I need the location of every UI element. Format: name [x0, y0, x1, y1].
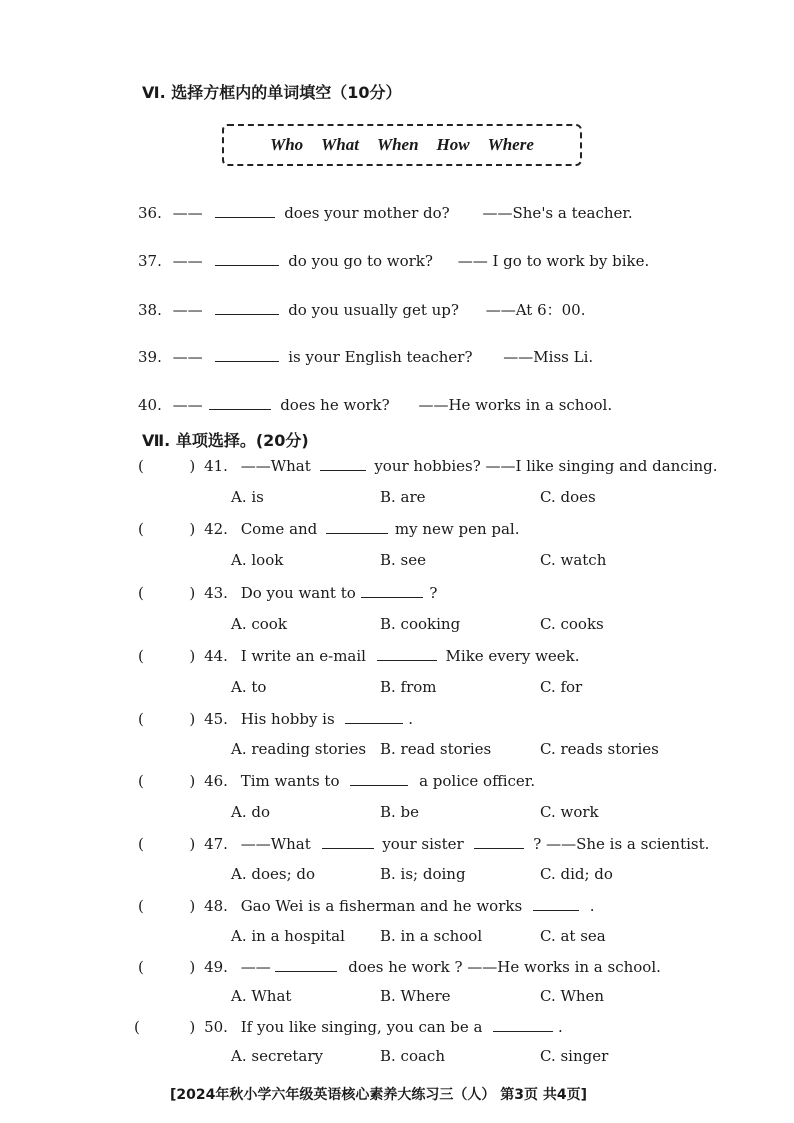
answer-blank[interactable]	[326, 519, 388, 534]
answer-text: ——He works in a school.	[418, 396, 613, 414]
answer-paren-open: (	[138, 772, 144, 790]
answer-paren-close: )	[189, 1018, 196, 1036]
question-text: ?	[429, 584, 438, 602]
question-text: Tim wants to	[240, 772, 340, 790]
question-text: If you like singing, you can be a	[240, 1018, 483, 1036]
question-text: a police officer.	[419, 772, 536, 790]
answer-blank[interactable]	[377, 646, 437, 661]
dash: ——	[172, 348, 203, 366]
answer-paren-close: )	[189, 835, 196, 853]
option-b: B. read stories	[380, 740, 492, 758]
mc-question-43	[138, 583, 437, 602]
word-box-word: Where	[487, 135, 534, 154]
option-b: B. Where	[380, 987, 451, 1005]
answer-blank[interactable]	[215, 300, 279, 315]
mc-question-46	[138, 771, 535, 790]
mc-question-45	[138, 709, 413, 728]
dash: ——	[172, 204, 203, 222]
option-c: C. cooks	[540, 615, 604, 633]
question-text: your sister	[382, 835, 464, 853]
fill-question-40	[138, 395, 612, 414]
option-b: B. cooking	[380, 615, 461, 633]
question-text: His hobby is	[240, 710, 335, 728]
answer-paren-close: )	[189, 772, 196, 790]
section6-title: Ⅵ. 选择方框内的单词填空（10分）	[142, 83, 402, 102]
question-text: I write an e-mail	[240, 647, 366, 665]
question-number: 43.	[204, 584, 228, 602]
option-c: C. for	[540, 678, 583, 696]
answer-paren-close: )	[189, 647, 196, 665]
question-text: ——	[240, 958, 271, 976]
answer-text: ——Miss Li.	[503, 348, 594, 366]
answer-blank[interactable]	[361, 583, 423, 598]
answer-paren-close: )	[189, 710, 196, 728]
answer-paren-open: (	[138, 457, 144, 475]
answer-paren-close: )	[189, 584, 196, 602]
option-c: C. does	[540, 488, 596, 506]
option-c: C. When	[540, 987, 605, 1005]
word-box	[222, 124, 582, 166]
question-number: 40.	[138, 396, 162, 414]
answer-blank[interactable]	[474, 834, 524, 849]
fill-question-39	[138, 347, 593, 366]
section7-title: Ⅶ. 单项选择。(20分)	[142, 431, 309, 450]
question-number: 41.	[204, 457, 228, 475]
answer-paren-open: (	[138, 584, 144, 602]
option-c: C. did; do	[540, 865, 613, 883]
question-text: my new pen pal.	[394, 520, 520, 538]
option-c: C. at sea	[540, 927, 606, 945]
option-b: B. from	[380, 678, 437, 696]
option-a: A. look	[231, 551, 284, 569]
option-a: A. in a hospital	[231, 927, 345, 945]
answer-paren-open: (	[134, 1018, 140, 1036]
dash: ——	[172, 252, 203, 270]
fill-question-38	[138, 299, 585, 320]
answer-paren-close: )	[189, 897, 196, 915]
answer-blank[interactable]	[345, 709, 403, 724]
answer-paren-close: )	[189, 958, 196, 976]
question-number: 44.	[204, 647, 228, 665]
option-a: A. does; do	[231, 865, 316, 883]
option-c: C. work	[540, 803, 599, 821]
answer-blank[interactable]	[215, 251, 279, 266]
mc-question-47	[138, 834, 709, 853]
answer-paren-close: )	[189, 457, 196, 475]
mc-question-48	[138, 896, 595, 915]
option-b: B. in a school	[380, 927, 483, 945]
word-box-word: Who	[270, 135, 304, 154]
option-a: A. What	[231, 987, 292, 1005]
mc-question-42	[138, 519, 520, 538]
question-text: Gao Wei is a fisherman and he works	[240, 897, 523, 915]
option-b: B. be	[380, 803, 420, 821]
answer-blank[interactable]	[215, 203, 275, 218]
question-text: do you go to work?	[288, 252, 433, 270]
answer-text: —— I go to work by bike.	[457, 252, 650, 270]
question-number: 42.	[204, 520, 228, 538]
answer-blank[interactable]	[533, 896, 579, 911]
answer-paren-open: (	[138, 647, 144, 665]
answer-blank[interactable]	[215, 347, 279, 362]
question-text: is your English teacher?	[288, 348, 473, 366]
mc-question-44	[138, 646, 580, 665]
question-text: .	[558, 1018, 563, 1036]
answer-text: ——She's a teacher.	[482, 204, 633, 222]
question-text: does he work?	[280, 396, 390, 414]
question-text: ——What	[240, 457, 311, 475]
question-number: 39.	[138, 348, 162, 366]
mc-question-49	[138, 957, 661, 976]
question-text: ——What	[240, 835, 311, 853]
question-number: 36.	[138, 204, 162, 222]
option-c: C. watch	[540, 551, 607, 569]
option-a: A. do	[231, 803, 271, 821]
option-c: C. reads stories	[540, 740, 659, 758]
answer-blank[interactable]	[322, 834, 374, 849]
dash: ——	[172, 396, 203, 414]
answer-blank[interactable]	[350, 771, 408, 786]
question-number: 46.	[204, 772, 228, 790]
option-a: A. is	[231, 488, 264, 506]
question-number: 38.	[138, 301, 162, 319]
dash: ——	[172, 301, 203, 319]
mc-question-41	[138, 456, 718, 475]
question-text: Come and	[240, 520, 318, 538]
option-b: B. see	[380, 551, 427, 569]
fill-question-36	[138, 203, 633, 222]
word-box-word: How	[436, 135, 470, 154]
question-text: does he work ? ——He works in a school.	[348, 958, 661, 976]
question-text: do you usually get up?	[288, 301, 459, 319]
question-number: 50.	[204, 1018, 228, 1036]
question-text: Do you want to	[240, 584, 356, 602]
answer-paren-open: (	[138, 835, 144, 853]
question-number: 37.	[138, 252, 162, 270]
mc-question-50	[134, 1017, 563, 1036]
question-text: does your mother do?	[284, 204, 450, 222]
option-a: A. to	[231, 678, 267, 696]
answer-paren-open: (	[138, 710, 144, 728]
question-number: 45.	[204, 710, 228, 728]
option-a: A. secretary	[231, 1047, 324, 1065]
word-box-word: What	[321, 135, 359, 154]
option-b: B. are	[380, 488, 426, 506]
answer-blank[interactable]	[209, 395, 271, 410]
option-a: A. cook	[231, 615, 287, 633]
answer-blank[interactable]	[275, 957, 337, 972]
question-number: 49.	[204, 958, 228, 976]
question-number: 47.	[204, 835, 228, 853]
option-a: A. reading stories	[231, 740, 367, 758]
answer-paren-close: )	[189, 520, 196, 538]
question-text: Mike every week.	[445, 647, 580, 665]
fill-question-37	[138, 251, 649, 270]
question-text: your hobbies? ——I like singing and dancing.	[374, 457, 718, 475]
page-footer: [2024年秋小学六年级英语核心素养大练习三（人） 第3页 共4页]	[170, 1087, 587, 1103]
question-number: 48.	[204, 897, 228, 915]
answer-paren-open: (	[138, 897, 144, 915]
answer-blank[interactable]	[320, 456, 366, 471]
option-c: C. singer	[540, 1047, 609, 1065]
word-box-word: When	[376, 135, 419, 154]
answer-blank[interactable]	[493, 1017, 553, 1032]
question-text: .	[408, 710, 414, 728]
answer-text: ——At 6：00.	[485, 301, 586, 319]
answer-paren-open: (	[138, 520, 144, 538]
option-b: B. coach	[380, 1047, 445, 1065]
question-text: ? ——She is a scientist.	[533, 835, 710, 853]
question-text: .	[589, 897, 595, 915]
answer-paren-open: (	[138, 958, 144, 976]
option-b: B. is; doing	[380, 865, 466, 883]
